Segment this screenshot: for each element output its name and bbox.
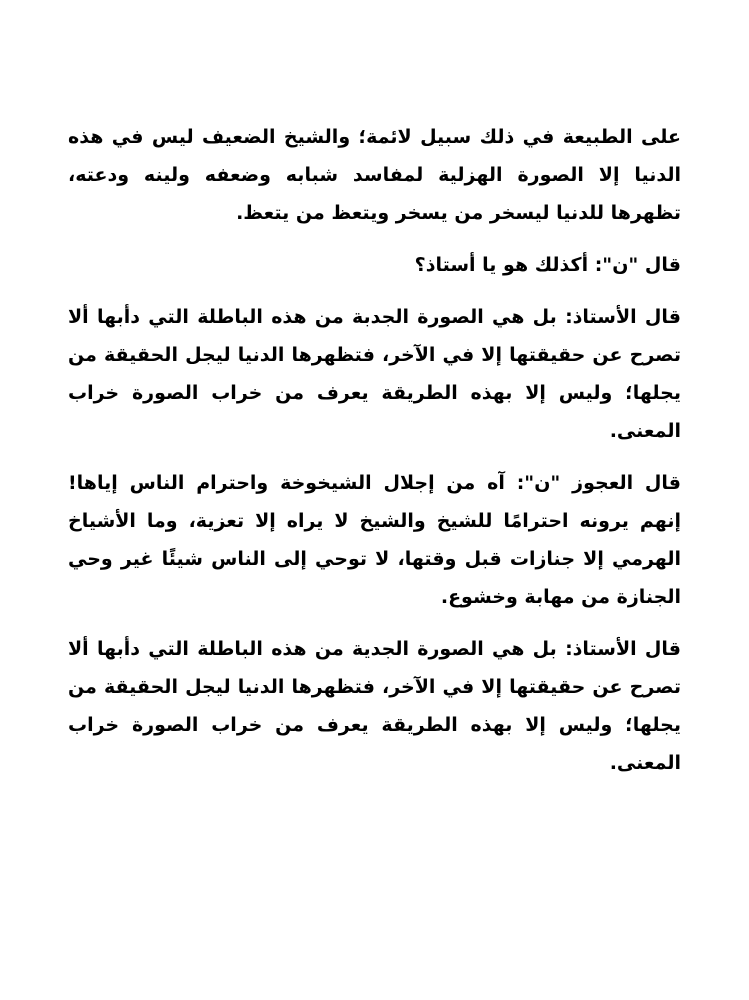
document-page: [68, 118, 681, 796]
paragraph-5: قال الأستاذ: بل هي الصورة الجدية من هذه الباطلة التي دأبها ألا تصرح عن حقيقتها إلا في الآخر، فتظهرها الدنيا ليجل الحقيقة من يجلها؛ وليس إلا بهذه الطريقة يعرف من خراب الصورة خراب المعنى.: [68, 638, 681, 774]
paragraph-3: قال الأستاذ: بل هي الصورة الجدبة من هذه الباطلة التي دأبها ألا تصرح عن حقيقتها إلا في الآخر، فتظهرها الدنيا ليجل الحقيقة من يجلها؛ وليس إلا بهذه الطريقة يعرف من خراب الصورة خراب المعنى.: [68, 306, 681, 442]
paragraph-1: على الطبيعة في ذلك سبيل لائمة؛ والشيخ الضعيف ليس في هذه الدنيا إلا الصورة الهزلية لمفاسد شبابه وضعفه ولينه ودعته، تظهرها للدنيا ليسخر من يسخر ويتعظ من يتعظ.: [68, 126, 681, 224]
paragraph-4: قال العجوز "ن": آه من إجلال الشيخوخة واحترام الناس إياها! إنهم يرونه احترامًا للشيخ والشيخ لا يراه إلا تعزية، وما الأشياخ الهرمي إلا جنازات قبل وقتها، لا توحي إلى الناس شيئًا غير وحي الجنازة من مهابة وخشوع.: [68, 472, 681, 608]
paragraph-2: قال "ن": أكذلك هو يا أستاذ؟: [414, 254, 681, 276]
